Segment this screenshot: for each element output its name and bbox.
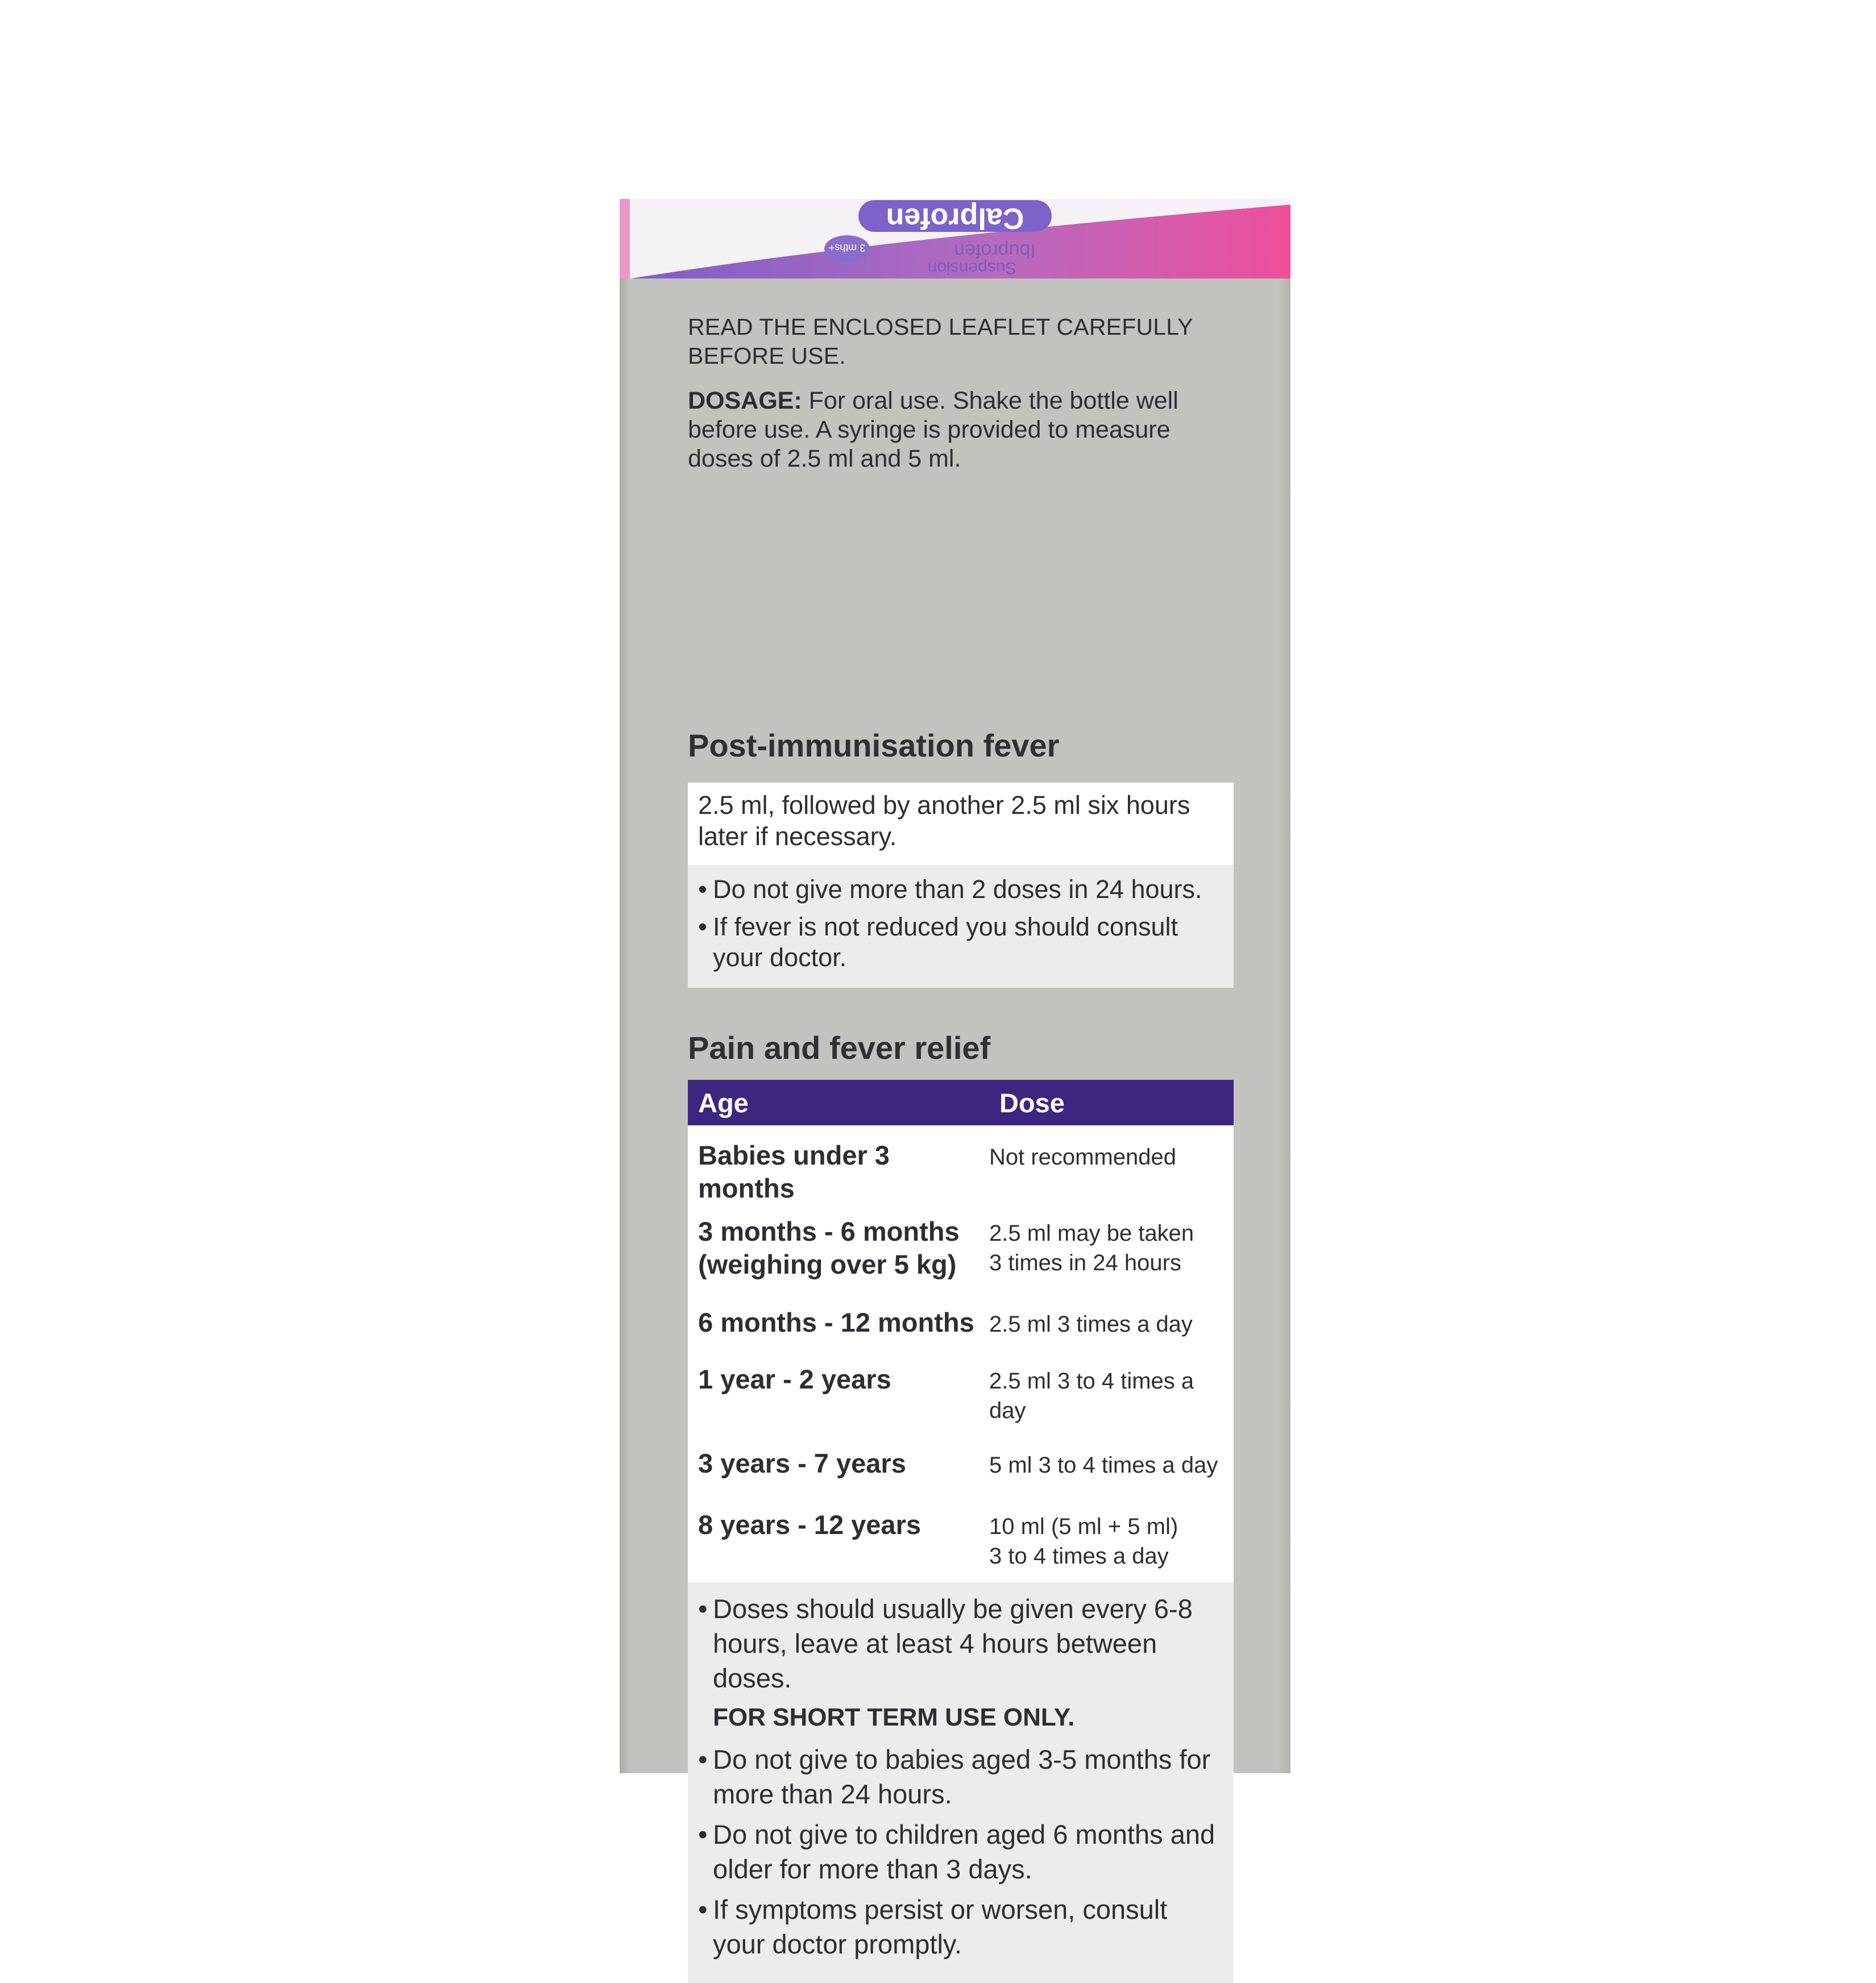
carton-top-flap xyxy=(620,199,1290,278)
post-immunisation-notes xyxy=(688,865,1234,988)
age-cell: 1 year - 2 years xyxy=(698,1364,891,1394)
dose-cell: 2.5 ml 3 to 4 times a day xyxy=(989,1369,1194,1423)
brand-logo-flap xyxy=(620,199,1290,278)
carton-edge-shadow xyxy=(620,199,630,1773)
short-term-warning: FOR SHORT TERM USE ONLY. xyxy=(713,1703,1075,1731)
post-immunisation-panel xyxy=(688,783,1234,988)
table-row xyxy=(688,1306,1234,1339)
dose-table-body xyxy=(688,1125,1234,1582)
table-row xyxy=(688,1363,1234,1425)
leaflet-instruction: READ THE ENCLOSED LEAFLET CAREFULLY BEFORE USE. xyxy=(688,314,1193,369)
list-item: • Do not give to babies aged 3-5 months for more than 24 hours. xyxy=(698,1742,1223,1811)
table-row xyxy=(688,1215,1234,1281)
table-row xyxy=(688,1447,1234,1480)
table-row xyxy=(688,1139,1234,1205)
list-item: • If fever is not reduced you should consult your doctor. xyxy=(698,912,1223,973)
age-cell: 8 years - 12 years xyxy=(698,1510,921,1540)
list-item: • Doses should usually be given every 6-8 hours, leave at least 4 hours between doses. xyxy=(698,1591,1223,1695)
list-item: • Do not give to children aged 6 months and older for more than 3 days. xyxy=(698,1817,1223,1886)
list-item: • If symptoms persist or worsen, consult your doctor promptly. xyxy=(698,1892,1223,1961)
dosage-text: For oral use. Shake the bottle well before use. A syringe is provided to measure doses of 2.5 ml and 5 ml. xyxy=(688,387,1178,472)
dose-cell: 2.5 ml 3 times a day xyxy=(989,1312,1193,1337)
column-header-dose: Dose xyxy=(999,1087,1065,1118)
age-cell: 3 years - 7 years xyxy=(698,1448,906,1478)
pain-fever-notes xyxy=(688,1582,1234,1983)
age-badge-text: 3 mths+ xyxy=(828,242,866,253)
post-immunisation-heading: Post-immunisation fever xyxy=(688,727,1060,763)
post-immunisation-dose: 2.5 ml, followed by another 2.5 ml six hours later if necessary. xyxy=(688,783,1234,865)
dose-cell: 2.5 ml may be taken 3 times in 24 hours xyxy=(989,1221,1194,1275)
dosage-paragraph xyxy=(688,386,1234,473)
product-name-text: Ibuprofen xyxy=(954,240,1036,261)
pain-fever-heading: Pain and fever relief xyxy=(688,1030,991,1066)
carton-edge-shadow xyxy=(1278,199,1290,1773)
column-header-age: Age xyxy=(698,1087,749,1118)
dose-cell: 5 ml 3 to 4 times a day xyxy=(989,1453,1218,1478)
pain-fever-panel xyxy=(688,1080,1234,1983)
dose-cell: Not recommended xyxy=(989,1145,1177,1170)
age-cell: 6 months - 12 months xyxy=(698,1307,974,1337)
age-cell: 3 months - 6 months (weighing over 5 kg) xyxy=(698,1216,960,1279)
dose-cell: 10 ml (5 ml + 5 ml) 3 to 4 times a day xyxy=(989,1514,1178,1569)
dosage-label: DOSAGE: xyxy=(688,387,802,414)
list-item: • Do not give more than 2 doses in 24 hours. xyxy=(698,874,1223,905)
carton-dosage-panel xyxy=(688,313,1234,1959)
brand-name-text: Calprofen xyxy=(886,202,1024,235)
table-row xyxy=(688,1508,1234,1571)
age-cell: Babies under 3 months xyxy=(698,1140,890,1203)
product-carton xyxy=(620,199,1290,1959)
dose-table-header xyxy=(688,1080,1234,1125)
product-form-text: Suspension xyxy=(927,259,1017,277)
